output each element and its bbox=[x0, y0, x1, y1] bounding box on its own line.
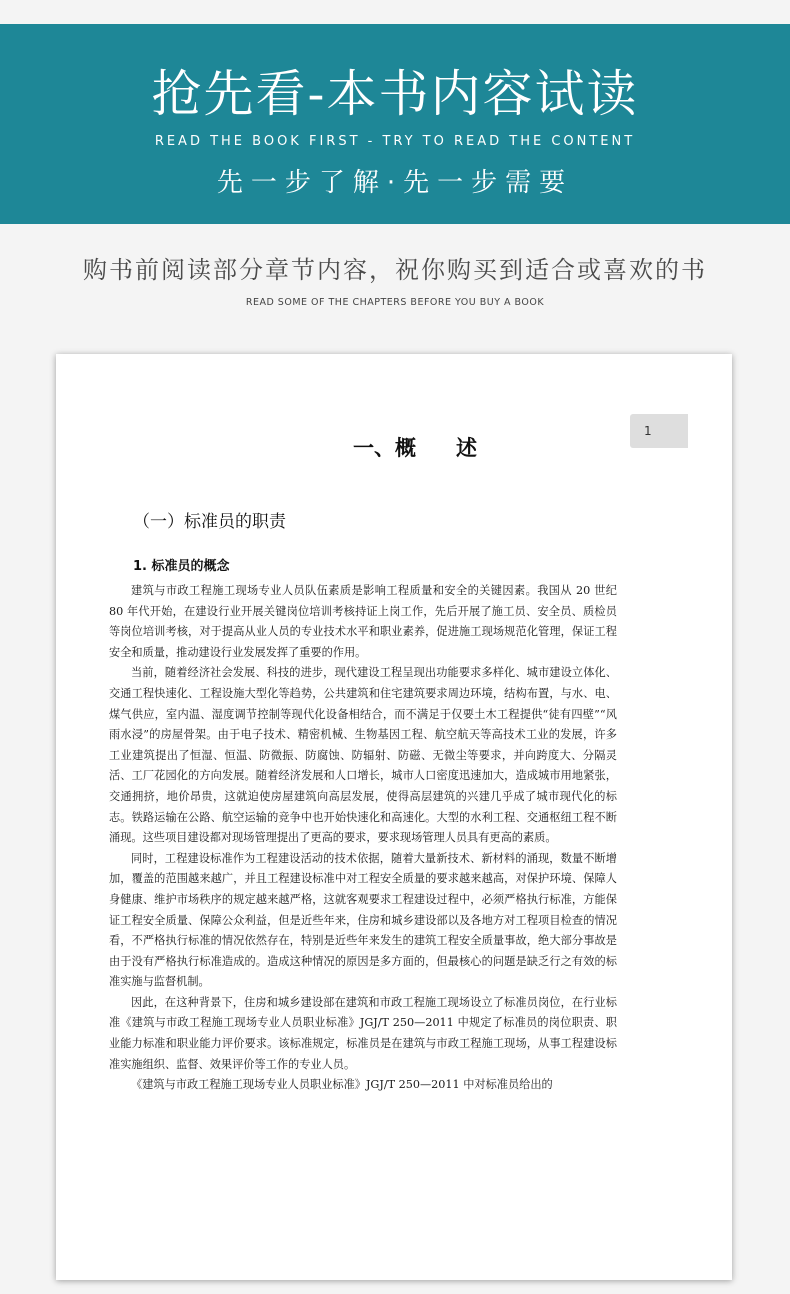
body-text bbox=[109, 581, 617, 1096]
intro-text-en: READ SOME OF THE CHAPTERS BEFORE YOU BUY A BOOK bbox=[245, 297, 545, 308]
page-number-tab: 1 bbox=[630, 414, 688, 448]
paragraph: 《建筑与市政工程施工现场专业人员职业标准》JGJ/T 250—2011 中对标准员给出的 bbox=[131, 1078, 553, 1092]
chapter-title-right: 述 bbox=[456, 436, 477, 460]
chapter-title bbox=[0, 432, 790, 462]
chapter-title-left: 一、概 bbox=[353, 436, 416, 460]
paragraph: 当前，随着经济社会发展、科技的进步，现代建设工程呈现出功能要求多样化、城市建设立体化、交通工程快速化、工程设施大型化等趋势，公共建筑和住宅建筑要求周边环境，结构布置，与水、电、煤气供应，室内温、湿度调节控制等现代化设备相结合，而不满足于仅要土木工程提供“徒有四壁”“风雨水浸”的房屋骨架。由于电子技术、精密机械、生物基因工程、航空航天等高技术工业的发展，许多工业建筑提出了恒湿、恒温、防微振、防腐蚀、防辐射、防磁、无微尘等要求，并向跨度大、分隔灵活、工厂花园化的方向发展。随着经济发展和人口增长，城市人口密度迅速加大，造成城市用地紧张，交通拥挤，地价昂贵，这就迫使房屋建筑向高层发展，使得高层建筑的兴建几乎成了城市现代化的标志。铁路运输在公路、航空运输的竞争中也开始快速化和高速化。大型的水利工程、交通枢纽工程不断涌现。这些项目建设都对现场管理提出了更高的要求，要求现场管理人员具有更高的素质。 bbox=[109, 666, 617, 845]
paragraph: 建筑与市政工程施工现场专业人员队伍素质是影响工程质量和安全的关键因素。我国从 20 世纪 80 年代开始，在建设行业开展关键岗位培训考核持证上岗工作，先后开展了施工员、安全员、质检员等岗位培训考核，对于提高从业人员的专业技术水平和职业素养，促进施工现场规范化管理，保证工程安全和质量，推动建设行业发展发挥了重要的作用。 bbox=[109, 584, 617, 659]
banner-subtitle-zh: 先一步了解·先一步需要 bbox=[216, 168, 574, 198]
paragraph: 因此，在这种背景下，住房和城乡建设部在建筑和市政工程施工现场设立了标准员岗位，在行业标准《建筑与市政工程施工现场专业人员职业标准》JGJ/T 250—2011 中规定了标准员的岗位职责、职业能力标准和职业能力评价要求。该标准规定，标准员是在建筑与市政工程施工现场，从事工程建设标准实施组织、监督、效果评价等工作的专业人员。 bbox=[109, 995, 617, 1071]
header-banner bbox=[0, 24, 790, 224]
sub-title: 1. 标准员的概念 bbox=[133, 559, 230, 574]
paragraph: 同时，工程建设标准作为工程建设活动的技术依据，随着大量新技术、新材料的涌现，数量不断增加，覆盖的范围越来越广，并且工程建设标准中对工程安全质量的要求越来越高，对保护环境、保障人身健康、维护市场秩序的规定越来越严格，这就客观要求工程建设过程中，必须严格执行标准，方能保证工程安全质量、保障公众利益，但是近些年来，住房和城乡建设部以及各地方对工程项目检查的情况看，不严格执行标准的情况依然存在，特别是近些年来发生的建筑工程安全质量事故，绝大部分事故是由于没有严格执行标准造成的。造成这种情况的原因是多方面的，但最核心的问题是缺乏行之有效的标准实施与监督机制。 bbox=[109, 851, 617, 989]
banner-title: 抢先看-本书内容试读 bbox=[151, 65, 639, 123]
section-title: （一）标准员的职责 bbox=[133, 512, 286, 532]
banner-subtitle-en: READ THE BOOK FIRST - TRY TO READ THE CONTENT bbox=[154, 134, 636, 149]
intro-text-zh: 购书前阅读部分章节内容，祝你购买到适合或喜欢的书 bbox=[83, 256, 707, 284]
